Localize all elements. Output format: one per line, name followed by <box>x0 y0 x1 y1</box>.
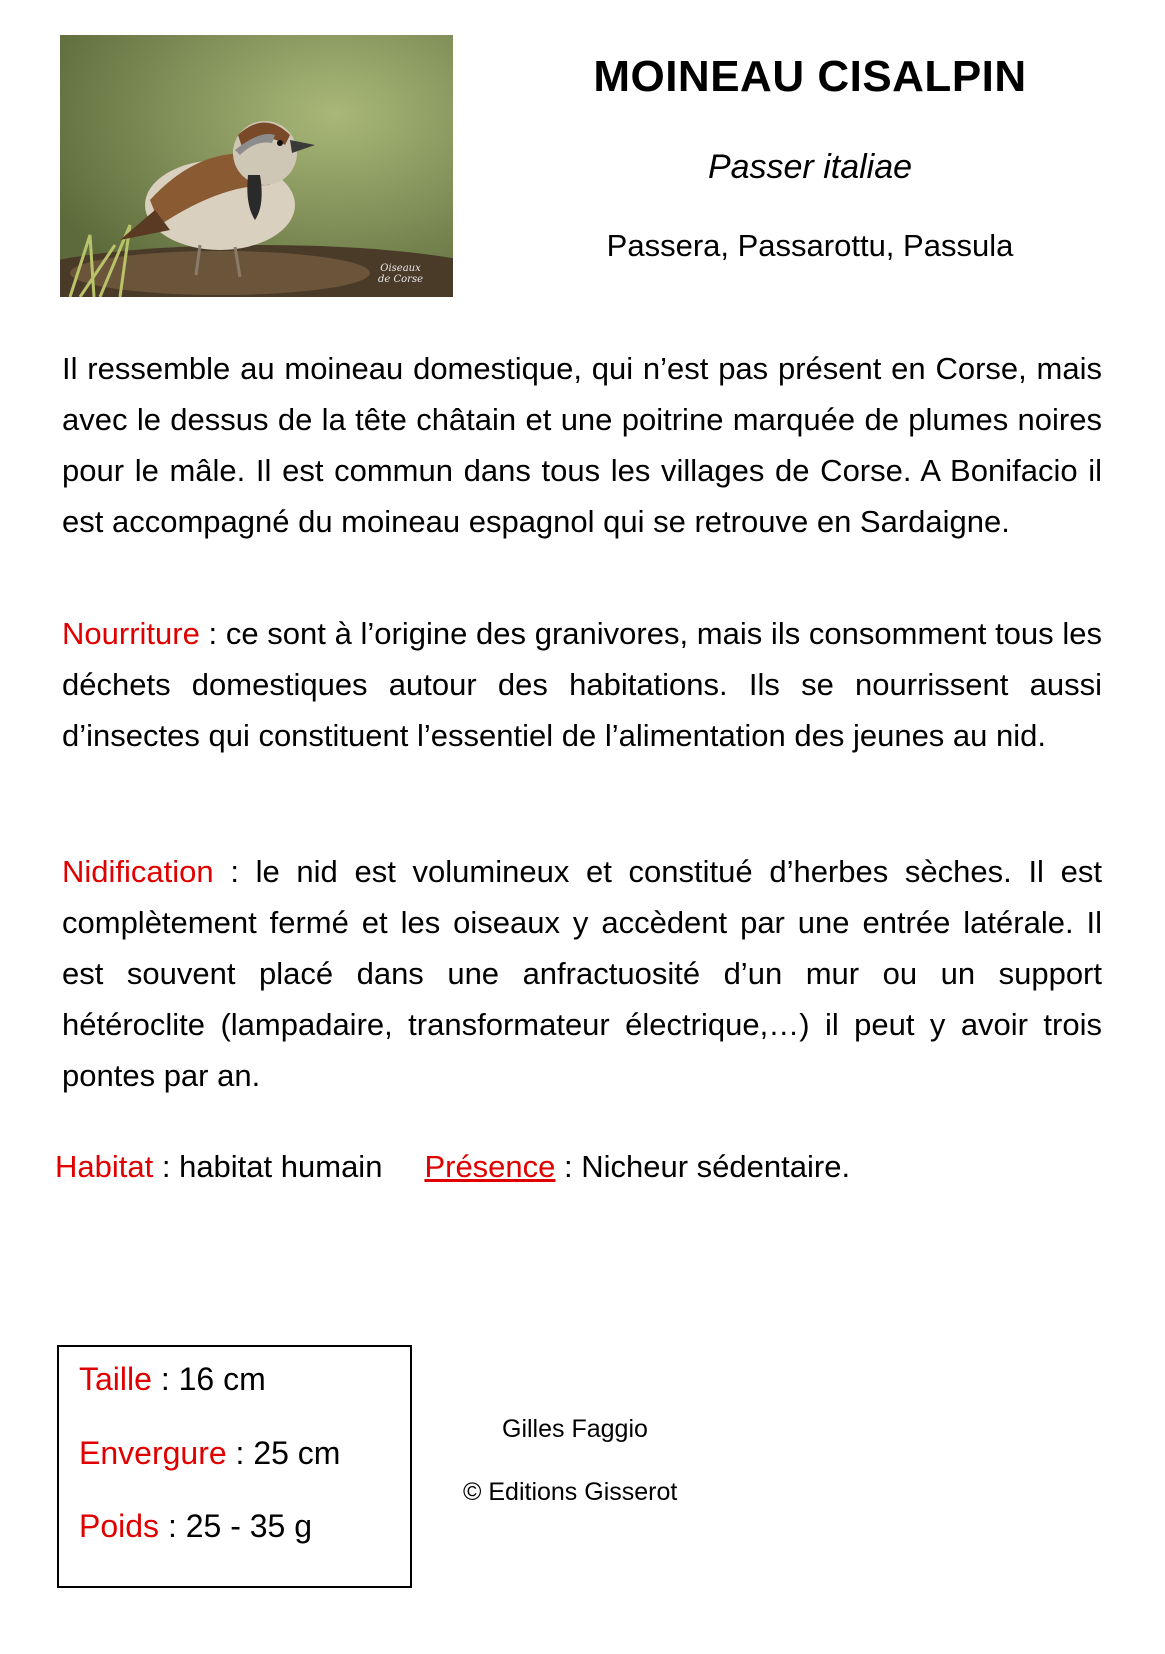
photo-signature: Oiseaux de Corse <box>378 263 423 285</box>
nidification-text: : le nid est volumineux et constitué d’herbes sèches. Il est complètement fermé et les oiseaux y accèdent par une entrée latérale. Il est souvent placé dans une anfractuosité d’un mur ou un support hétéroclite (lampadaire, transformateur électrique,…) il peut y avoir trois pontes par an. <box>62 854 1102 1093</box>
envergure-value: : 25 cm <box>226 1435 341 1471</box>
latin-name: Passer italiae <box>707 148 913 186</box>
presence-label: Présence <box>424 1149 556 1184</box>
habitat-text: : habitat humain <box>153 1149 383 1184</box>
taille-line <box>79 1361 266 1398</box>
local-names: Passera, Passarottu, Passula <box>606 228 1014 263</box>
taille-value: : 16 cm <box>151 1361 266 1397</box>
poids-value: : 25 - 35 g <box>159 1508 313 1544</box>
author-credit: Gilles Faggio <box>502 1415 648 1443</box>
envergure-label: Envergure <box>79 1435 227 1471</box>
habitat-presence-line <box>55 1141 1095 1192</box>
nidification-paragraph <box>62 846 1102 1101</box>
nidification-label: Nidification <box>62 854 214 889</box>
measurements-box <box>57 1345 412 1588</box>
poids-line <box>79 1508 312 1545</box>
nourriture-text: : ce sont à l’origine des granivores, mais ils consomment tous les déchets domestiques autour des habitations. Ils se nourrissent aussi d’insectes qui constituent l’essentiel de l’alimentation des jeunes au nid. <box>62 616 1102 753</box>
taille-label: Taille <box>79 1361 152 1397</box>
nourriture-label: Nourriture <box>62 616 200 651</box>
sparrow-illustration <box>60 35 453 297</box>
habitat-label: Habitat <box>55 1149 154 1184</box>
publisher-credit: © Editions Gisserot <box>463 1478 678 1506</box>
description-paragraph: Il ressemble au moineau domestique, qui n’est pas présent en Corse, mais avec le dessus de la tête châtain et une poitrine marquée de plumes noires pour le mâle. Il est commun dans tous les villages de Corse. A Bonifacio il est accompagné du moineau espagnol qui se retrouve en Sardaigne. <box>62 351 1102 539</box>
poids-label: Poids <box>79 1508 160 1544</box>
sparrow-photo <box>60 35 453 297</box>
envergure-line <box>79 1435 340 1472</box>
nourriture-paragraph <box>62 608 1102 761</box>
presence-text: : Nicheur sédentaire. <box>555 1149 851 1184</box>
species-title: MOINEAU CISALPIN <box>593 52 1027 101</box>
